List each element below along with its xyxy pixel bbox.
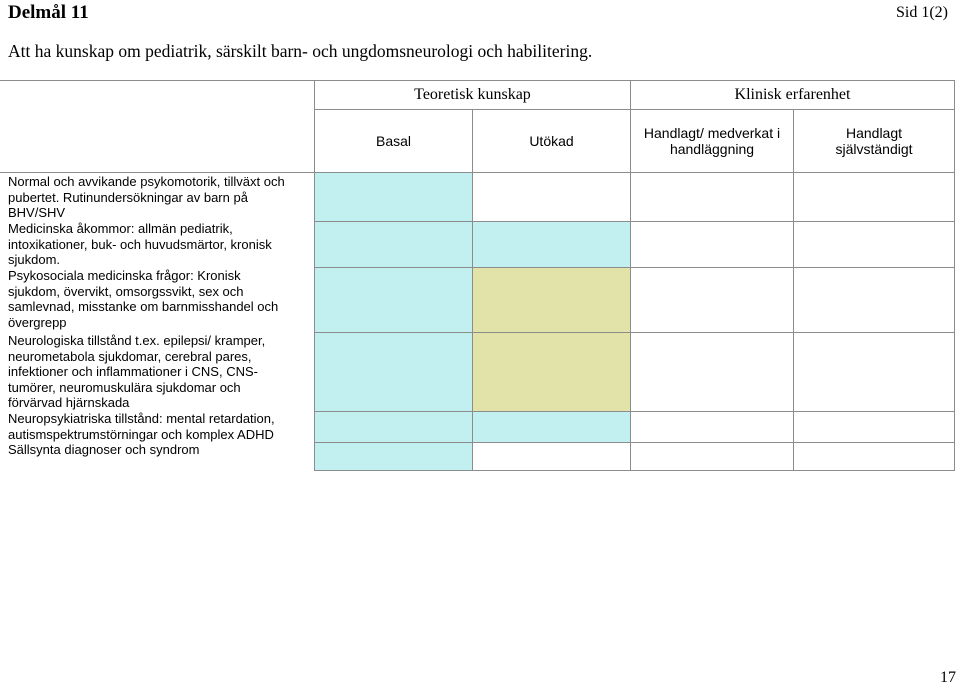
row-label-psykosociala: Psykosociala medicinska frågor: Kronisk sjukdom, övervikt, omsorgssvikt, sex och samlevnad, misstanke om barnmisshandel och övergrepp: [8, 268, 279, 330]
page-title: Delmål 11: [8, 2, 89, 23]
cell-handlagt-medverkat: [630, 332, 794, 412]
row-label-psykomotorik: Normal och avvikande psykomotorik, tillväxt och pubertet. Rutinundersökningar av barn på BHV/SHV: [8, 174, 285, 221]
cell-utokad: [472, 411, 631, 443]
footer-page-number: 17: [940, 669, 956, 686]
header-handlagt-sjalvstandigt: Handlagt självständigt: [793, 109, 955, 173]
row-label-medicinska-akommor: Medicinska åkommor: allmän pediatrik, intoxikationer, buk- och huvudsmärtor, kronisk sjukdom.: [8, 221, 272, 268]
header-handlagt-medverkat: Handlagt/ medverkat i handläggning: [630, 109, 794, 173]
header-basal: Basal: [314, 109, 473, 173]
header-utokad: Utökad: [472, 109, 631, 173]
header-group-teoretisk: Teoretisk kunskap: [314, 80, 631, 110]
cell-handlagt-medverkat: [630, 221, 794, 268]
header-group-klinisk: Klinisk erfarenhet: [630, 80, 955, 110]
cell-basal: [314, 411, 473, 443]
cell-basal: [314, 332, 473, 412]
cell-handlagt-medverkat: [630, 172, 794, 222]
cell-handlagt-medverkat: [630, 267, 794, 333]
cell-basal: [314, 172, 473, 222]
cell-utokad: [472, 442, 631, 471]
cell-utokad: [472, 332, 631, 412]
cell-handlagt-sjalvstandigt: [793, 332, 955, 412]
row-label-neurologiska: Neurologiska tillstånd t.ex. epilepsi/ kramper, neurometabola sjukdomar, cerebral pares, infektioner och inflammationer i CNS, CNS- tumörer, neuromuskulära sjukdomar och förvärvad hjärnskada: [8, 333, 266, 411]
cell-utokad: [472, 267, 631, 333]
header-corner-cell: [0, 80, 315, 173]
row-label-sallsynta: Sällsynta diagnoser och syndrom: [8, 442, 200, 457]
cell-handlagt-medverkat: [630, 411, 794, 443]
cell-handlagt-sjalvstandigt: [793, 221, 955, 268]
cell-basal: [314, 221, 473, 268]
cell-basal: [314, 267, 473, 333]
cell-utokad: [472, 172, 631, 222]
cell-basal: [314, 442, 473, 471]
cell-utokad: [472, 221, 631, 268]
cell-handlagt-medverkat: [630, 442, 794, 471]
row-label-neuropsykiatriska: Neuropsykiatriska tillstånd: mental retardation, autismspektrumstörningar och komplex ADHD: [8, 411, 275, 442]
cell-handlagt-sjalvstandigt: [793, 411, 955, 443]
cell-handlagt-sjalvstandigt: [793, 172, 955, 222]
section-subtitle: Att ha kunskap om pediatrik, särskilt barn- och ungdomsneurologi och habilitering.: [8, 41, 593, 61]
cell-handlagt-sjalvstandigt: [793, 267, 955, 333]
page-indicator: Sid 1(2): [896, 4, 948, 21]
cell-handlagt-sjalvstandigt: [793, 442, 955, 471]
